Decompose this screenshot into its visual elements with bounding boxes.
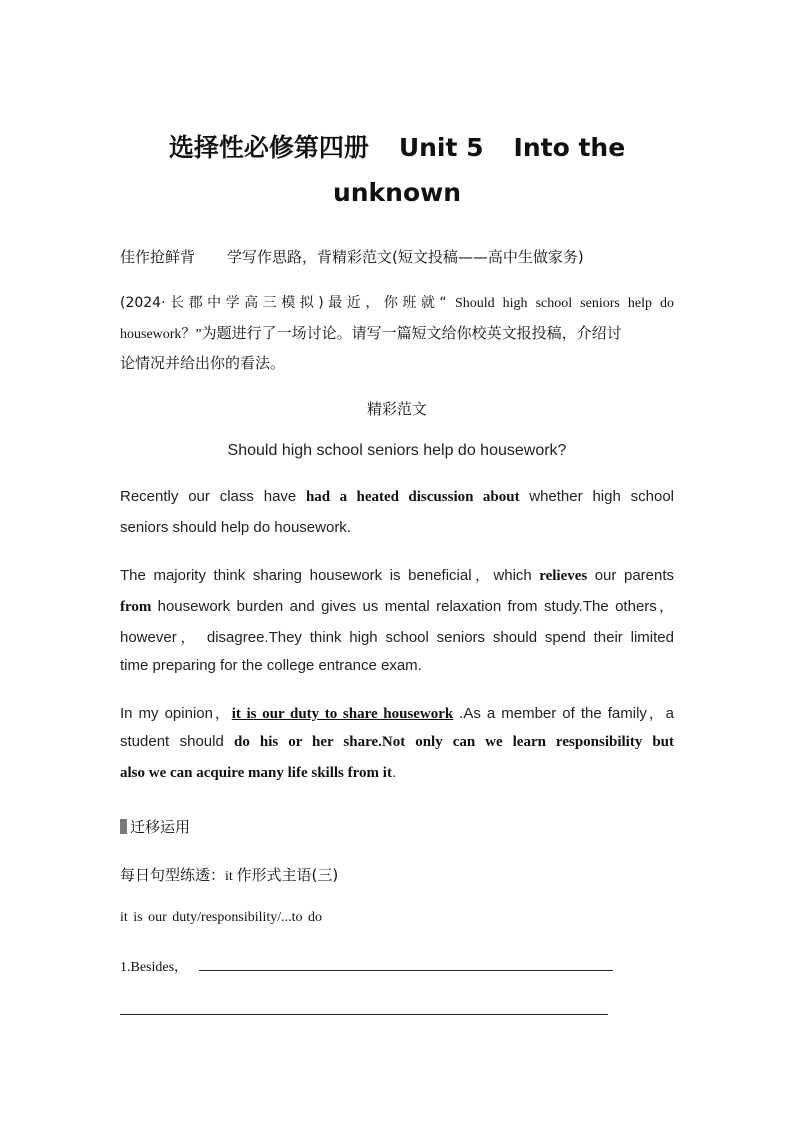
title-unit-name: Into the (513, 133, 626, 162)
underlined-phrase: it is our duty to share housework (231, 706, 454, 722)
task-line-3: 论情况并给出你的看法。 (120, 354, 286, 372)
highlight-phrase: had a heated discussion about (305, 489, 520, 505)
essay-p2-line-2: from housework burden and gives us mental relaxation from study.The others， (120, 598, 674, 615)
essay-p3-line-3: also we can acquire many life skills from it. (120, 764, 397, 781)
intro-line (120, 246, 584, 267)
essay-p3-line-1: In my opinion，it is our duty to share housework .As a member of the family，a (120, 705, 675, 722)
answer-blank-1[interactable] (199, 970, 613, 971)
title-book: 选择性必修第四册 (168, 133, 369, 162)
pattern-heading: 每日句型练透：it 作形式主语(三) (120, 866, 339, 884)
essay-p1-line-2: seniors should help do housework. (120, 519, 351, 536)
highlight-phrase: also we can acquire many life skills from it (120, 765, 392, 781)
title-unit: Unit 5 (398, 133, 484, 162)
practice-heading: 迁移运用 (120, 816, 190, 837)
page-title-line-2: unknown (332, 178, 462, 207)
answer-blank-2[interactable] (120, 1014, 608, 1015)
task-line-1: (2024·长郡中学高三模拟)最近，你班就“ Should high school seniors help do (120, 295, 674, 311)
essay-p2-line-4: time preparing for the college entrance exam. (120, 657, 422, 674)
question-1-label: 1.Besides， (120, 960, 189, 975)
essay-p2-line-1: The majority think sharing housework is beneficial，which relieves our parents (120, 567, 675, 584)
essay-p2-line-3: however， disagree.They think high school seniors should spend their limited (120, 629, 674, 646)
section-marker-icon (120, 819, 127, 834)
essay-p3-line-2: student should do his or her share.Not only can we learn responsibility but (120, 733, 675, 750)
intro-label: 佳作抢鲜背 (120, 248, 196, 266)
essay-p1-line-1: Recently our class have had a heated discussion about whether high school (120, 488, 675, 505)
highlight-phrase: do his or her share.Not only can we learn responsibility but (234, 734, 675, 750)
task-line-2: housework？”为题进行了一场讨论。请写一篇短文给你校英文报投稿，介绍讨 (120, 324, 622, 342)
page-title-line-1 (0, 128, 794, 164)
essay-title: Should high school seniors help do housework? (227, 442, 567, 459)
highlight-phrase: relieves (539, 568, 588, 584)
pattern-text: it is our duty/responsibility/...to do (120, 910, 323, 925)
highlight-phrase: from (120, 599, 152, 615)
intro-desc: 学写作思路，背精彩范文(短文投稿——高中生做家务) (227, 248, 584, 266)
sample-heading: 精彩范文 (366, 400, 427, 418)
